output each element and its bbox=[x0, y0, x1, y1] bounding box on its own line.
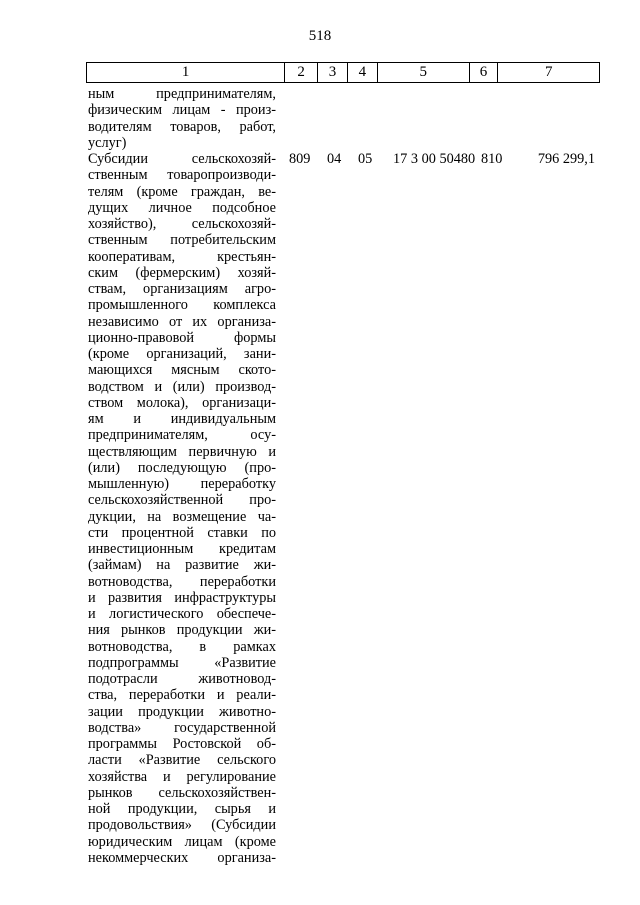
text-line: ским (фермерским) хозяй- bbox=[88, 264, 276, 281]
text-line: предпринимателям, осу- bbox=[88, 427, 276, 444]
text-line: программы Ростовской об- bbox=[88, 736, 276, 752]
text-line: мышленную) переработку bbox=[88, 476, 276, 492]
text-line: ным предпринимателям, bbox=[88, 86, 276, 102]
header-col-2: 2 bbox=[284, 63, 317, 82]
text-line: вотноводства, переработки bbox=[88, 573, 276, 590]
text-line: ственным потребительским bbox=[88, 232, 276, 249]
page-number: 518 bbox=[308, 28, 332, 44]
text-line: ществляющим первичную и bbox=[88, 443, 276, 460]
text-line: сельскохозяйственной про- bbox=[88, 492, 276, 509]
text-line: ционно-правовой формы bbox=[88, 329, 276, 346]
text-line: дукции, на возмещение ча- bbox=[88, 508, 276, 525]
row-col-3-value: 04 bbox=[327, 151, 342, 167]
text-line: рынков сельскохозяйствен- bbox=[88, 784, 276, 801]
text-line: водства» государственной bbox=[88, 719, 276, 736]
text-line: и логистического обеспече- bbox=[88, 606, 276, 622]
text-line: физическим лицам - произ- bbox=[88, 102, 276, 119]
text-line: хозяйство), сельскохозяй- bbox=[88, 216, 276, 232]
table-header-row bbox=[86, 62, 600, 83]
text-line: юридическим лицам (кроме bbox=[88, 833, 276, 850]
row-col-2-value: 809 bbox=[289, 151, 311, 167]
row-col-6-value: 810 bbox=[481, 151, 503, 167]
header-col-7: 7 bbox=[497, 63, 599, 82]
text-line: инвестиционным кредитам bbox=[88, 541, 276, 557]
text-line: ям и индивидуальным bbox=[88, 411, 276, 427]
text-line: ласти «Развитие сельского bbox=[88, 752, 276, 769]
text-line: (кроме организаций, зани- bbox=[88, 346, 276, 362]
text-line: некоммерческих организа- bbox=[88, 849, 276, 866]
text-line: телям (кроме граждан, ве- bbox=[88, 183, 276, 200]
text-line: услуг) bbox=[88, 134, 127, 151]
text-line: водителям товаров, работ, bbox=[88, 118, 276, 135]
continuation-text bbox=[88, 86, 276, 151]
row-col-5-value: 17 3 00 50480 bbox=[393, 151, 476, 167]
header-col-6: 6 bbox=[469, 63, 498, 82]
text-line: (или) последующую (про- bbox=[88, 459, 276, 476]
text-line: ствам, организациям агро- bbox=[88, 281, 276, 297]
text-line: Субсидии сельскохозяй- bbox=[88, 151, 276, 167]
text-line: и развития инфраструктуры bbox=[88, 589, 276, 606]
text-line: хозяйства и регулирование bbox=[88, 768, 276, 785]
header-col-5: 5 bbox=[377, 63, 469, 82]
text-line: подотрасли животновод- bbox=[88, 671, 276, 687]
text-line: промышленного комплекса bbox=[88, 297, 276, 314]
text-line: кооперативам, крестьян- bbox=[88, 248, 276, 265]
text-line: вотноводства, в рамках bbox=[88, 638, 276, 655]
row-col-7-value: 796 299,1 bbox=[537, 151, 595, 167]
header-col-4: 4 bbox=[347, 63, 377, 82]
text-line: зации продукции животно- bbox=[88, 703, 276, 720]
header-col-3: 3 bbox=[317, 63, 347, 82]
text-line: продовольствия» (Субсидии bbox=[88, 817, 276, 834]
row-col-4-value: 05 bbox=[358, 151, 373, 167]
text-line: дущих личное подсобное bbox=[88, 199, 276, 216]
text-line: ства, переработки и реали- bbox=[88, 687, 276, 704]
text-line: ством молока), организаци- bbox=[88, 394, 276, 411]
text-line: независимо от их организа- bbox=[88, 313, 276, 330]
text-line: (займам) на развитие жи- bbox=[88, 557, 276, 574]
text-line: подпрограммы «Развитие bbox=[88, 654, 276, 671]
text-line: сти процентной ставки по bbox=[88, 524, 276, 541]
text-line: водством и (или) производ- bbox=[88, 378, 276, 395]
text-line: ния рынков продукции жи- bbox=[88, 622, 276, 639]
text-line: ной продукции, сырья и bbox=[88, 801, 276, 817]
text-line: ственным товаропроизводи- bbox=[88, 167, 276, 184]
header-col-1: 1 bbox=[181, 64, 190, 80]
text-line: мающихся мясным ското- bbox=[88, 362, 276, 379]
row-description bbox=[88, 151, 276, 866]
